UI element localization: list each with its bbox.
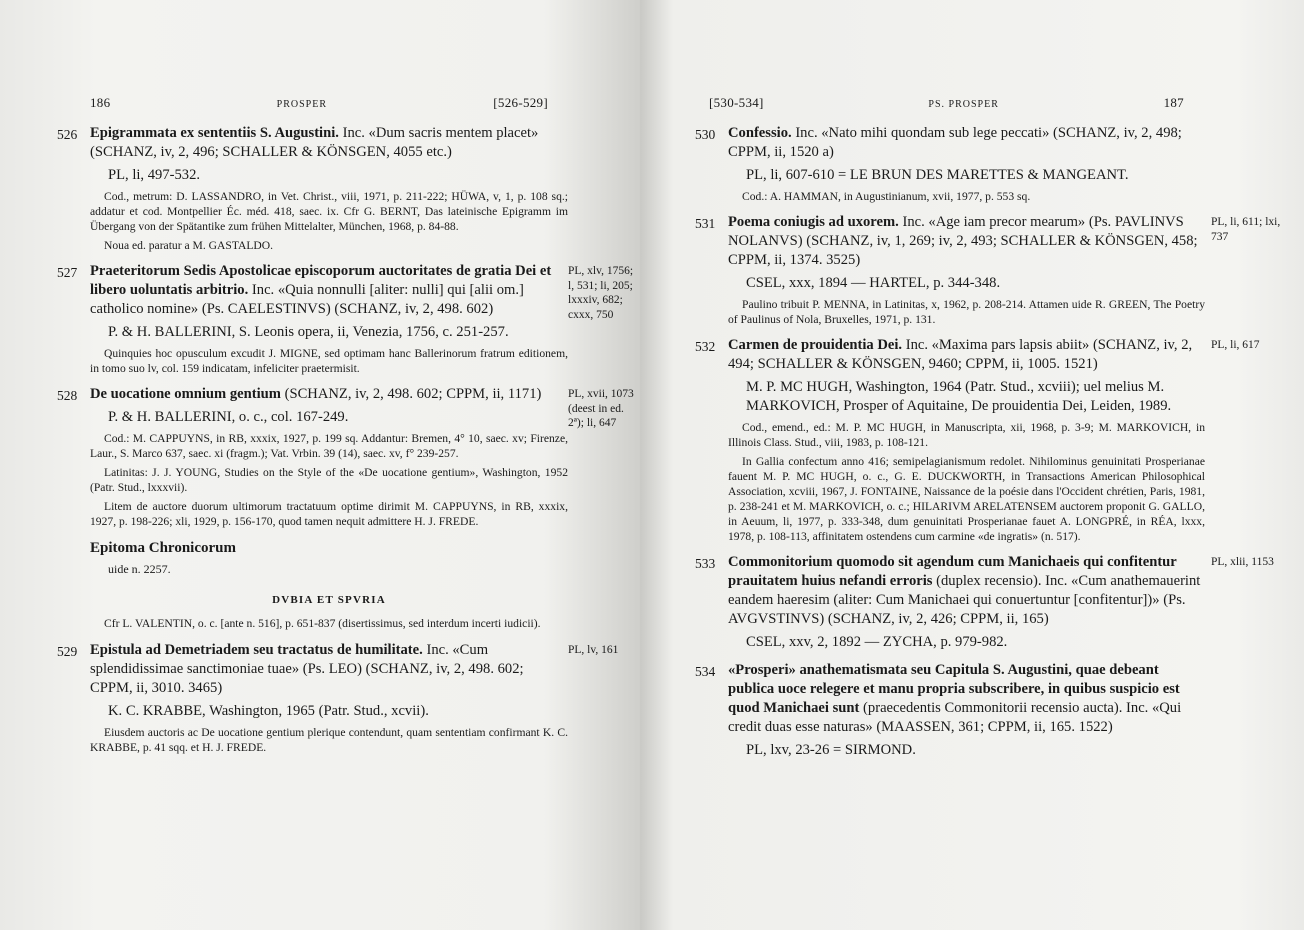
- entry-title: Commonitorium quomodo sit agendum cum Manichaeis qui confitentur prauitatem huius nefandi erroris: [728, 554, 1177, 589]
- entry-edition: CSEL, xxx, 1894 — HARTEL, p. 344-348.: [746, 275, 1001, 291]
- entry-title: Epistula ad Demetriadem seu tractatus de humilitate.: [90, 642, 423, 658]
- right-page-body: [695, 124, 1303, 769]
- margin-reference: PL, lv, 161: [568, 644, 619, 656]
- page-number: 186: [90, 95, 111, 110]
- entry-number: 526: [57, 127, 78, 142]
- entry-number: 531: [695, 216, 716, 231]
- entry-range: [526-529]: [493, 95, 548, 110]
- entry-530: [695, 124, 1205, 204]
- margin-reference: PL, xlv, 1756; l, 531; li, 205; lxxxiv, 682; cxxx, 750: [568, 265, 634, 321]
- running-head-right: [709, 95, 1184, 111]
- left-page-body: [57, 124, 639, 764]
- entry-528: [57, 385, 634, 529]
- entry-531: [695, 213, 1281, 327]
- entry-note: Noua ed. paratur a M. GASTALDO.: [104, 239, 274, 252]
- entry-text: (SCHANZ, iv, 2, 498. 602; CPPM, ii, 1171): [284, 386, 542, 402]
- entry-527: [57, 262, 634, 376]
- entry-text: Inc. «Dum sacris mentem placet» (SCHANZ, iv, 2, 496; SCHALLER & KÖNSGEN, 4055 etc.): [90, 125, 539, 160]
- entry-text: Inc. «Cum splendidissimae sanctimoniae tuae» (Ps. LEO) (SCHANZ, iv, 2, 498. 602; CPPM, ii, 3010. 3465): [90, 642, 524, 696]
- entry-title: Praeteritorum Sedis Apostolicae episcoporum auctoritates de gratia Dei et libero uoluntatis arbitrio.: [90, 263, 552, 298]
- entry-note: Litem de auctore duorum ultimorum tractatuum optime dirimit M. CAPPUYNS, in RB, xxxix, 1927, p. 198-226; xli, 1929, p. 156-170, quod tamen nequit admittere H. J. FREDE.: [90, 500, 568, 528]
- left-page: [0, 0, 640, 930]
- margin-reference: PL, xlii, 1153: [1211, 556, 1274, 568]
- entry-range: [530-534]: [709, 95, 764, 110]
- entry-edition: K. C. KRABBE, Washington, 1965 (Patr. Stud., xcvii).: [108, 703, 429, 719]
- entry-text: Inc. «Maxima pars lapsis abiit» (SCHANZ, iv, 2, 494; SCHALLER & KÖNSGEN, 9460; CPPM, ii, 1005. 1521): [728, 337, 1193, 372]
- entry-note: Quinquies hoc opusculum excudit J. MIGNE, sed optimam hanc Ballerinorum fratrum editionem, in tomo suo lv, col. 159 indicatam, infeliciter praetermisit.: [90, 347, 568, 375]
- entry-532: [695, 336, 1260, 544]
- running-title: PS. PROSPER: [928, 99, 999, 110]
- entry-number: 530: [695, 127, 716, 142]
- entry-edition: PL, li, 497-532.: [108, 167, 201, 183]
- entry-note: Eiusdem auctoris ac De uocatione gentium plerique contendunt, quam sententiam confirmant K. C. KRABBE, p. 41 sqq. et H. J. FREDE.: [90, 726, 568, 754]
- entry-text: (duplex recensio). Inc. «Cum anathemauerint eandem haeresim (aliter: Cum Manichaei qui conuertuntur [confitentur])» (Ps. AVGVSTINVS) (SCHANZ, iv, 2, 426; CPPM, ii, 165): [728, 573, 1201, 627]
- entry-number: 527: [57, 265, 78, 280]
- entry-526: [57, 124, 568, 253]
- entry-number: 534: [695, 664, 716, 679]
- entry-title: Confessio.: [728, 125, 792, 141]
- entry-text: (praecedentis Commonitorii recensio aucta). Inc. «Qui credit duas esse naturas» (MAASSEN, 361; CPPM, ii, 165. 1522): [728, 700, 1182, 735]
- entry-title: Carmen de prouidentia Dei.: [728, 337, 903, 353]
- entry-title: Epigrammata ex sententiis S. Augustini.: [90, 125, 339, 141]
- section-crossref: uide n. 2257.: [108, 562, 171, 576]
- entry-number: 532: [695, 339, 716, 354]
- entry-note: Latinitas: J. J. YOUNG, Studies on the Style of the «De uocatione gentium», Washington, 1952 (Patr. Stud., lxxxvii).: [90, 466, 568, 494]
- entry-title: De uocatione omnium gentium: [90, 386, 281, 402]
- page-number: 187: [1163, 95, 1184, 110]
- entry-number: 533: [695, 556, 716, 571]
- margin-reference: PL, li, 617: [1211, 339, 1260, 351]
- entry-edition: P. & H. BALLERINI, o. c., col. 167-249.: [108, 409, 349, 425]
- entry-text: Inc. «Quia nonnulli [aliter: nulli] qui [alii om.] catholico nomine» (Ps. CAELESTINVS) (SCHANZ, iv, 2, 498. 602): [90, 282, 524, 317]
- entry-number: 528: [57, 388, 78, 403]
- entry-text: Inc. «Nato mihi quondam sub lege peccati» (SCHANZ, iv, 2, 498; CPPM, ii, 1520 a): [728, 125, 1182, 160]
- running-head-left: [90, 95, 548, 111]
- entry-533: [695, 553, 1274, 652]
- entry-529: [57, 641, 619, 755]
- entry-note: Cod.: M. CAPPUYNS, in RB, xxxix, 1927, p. 199 sq. Addantur: Bremen, 4° 10, saec. xv; Firenze, Laur., S. Marco 637, saec. xi (fragm.); Vat. Vrbin. 39 (14), saec. xv, f° 239-257.: [90, 432, 568, 460]
- entry-note: Cod., emend., ed.: M. P. MC HUGH, in Manuscripta, xii, 1968, p. 3-9; M. MARKOVICH, in Illinois Class. Stud., viii, 1983, p. 108-121.: [728, 421, 1205, 449]
- entry-edition: M. P. MC HUGH, Washington, 1964 (Patr. Stud., xcviii); uel melius M. MARKOVICH, Prosper of Aquitaine, De prouidentia Dei, Leiden, 1989.: [746, 379, 1172, 414]
- dubia-heading: DVBIA ET SPVRIA: [272, 594, 386, 606]
- entry-note: In Gallia confectum anno 416; semipelagianismum redolet. Nihilominus genuinitati Prosperianae fauent M. P. MC HUGH, o. c., G. E. DUCKWORTH, in Transactions American Philosophical Association, xcviii, 1967, J. FONTAINE, Naissance de la poésie dans l'Occident chrétien, Paris, 1981, p. 238-241 et M. MARKOVICH, o. c.; HILARIVM ARELATENSEM auctorem proponit G. GALLO, in Aeuum, li, 1977, p. 333-348, dum genuinitati Prosperianae fauet A. LONGPRÉ, in RÉA, lxxx, 1978, p. 108-113, affinitatem ostendens cum carmine «de ingratis» (n. 517).: [728, 455, 1205, 543]
- entry-number: 529: [57, 644, 78, 659]
- entry-text: Inc. «Age iam precor mearum» (Ps. PAVLINVS NOLANVS) (SCHANZ, iv, 1, 269; iv, 2, 493; SCHALLER & KÖNSGEN, 458; CPPM, ii, 1374. 3525): [728, 214, 1198, 268]
- entry-title: «Prosperi» anathematismata seu Capitula S. Augustini, quae debeant publica uoce relegere et manu propria subscribere, in quibus suspicio est quod Manichaei sunt: [728, 662, 1180, 716]
- right-page: [640, 0, 1304, 930]
- entry-edition: CSEL, xxv, 2, 1892 — ZYCHA, p. 979-982.: [746, 634, 1008, 650]
- running-title: PROSPER: [276, 99, 328, 110]
- entry-edition: PL, lxv, 23-26 = SIRMOND.: [746, 742, 916, 758]
- entry-note: Cod., metrum: D. LASSANDRO, in Vet. Christ., viii, 1971, p. 211-222; HÜWA, v, 1, p. 108 sq.; addatur et cod. Montpellier Éc. méd. 418, saec. ix. Cfr G. BERNT, Das lateinische Epigramm im Übergang von der Spätantike zum frühen Mittelalter, München, 1968, p. 84-88.: [90, 190, 568, 233]
- margin-reference: PL, xvii, 1073 (deest in ed. 2ª); li, 647: [568, 388, 634, 429]
- entry-note: Paulino tribuit P. MENNA, in Latinitas, x, 1962, p. 208-214. Attamen uide R. GREEN, The Poetry of Paulinus of Nola, Bruxelles, 1971, p. 131.: [728, 298, 1205, 326]
- entry-534: [695, 661, 1205, 760]
- entry-edition: PL, li, 607-610 = LE BRUN DES MARETTES & MANGEANT.: [746, 167, 1129, 183]
- dubia-text: Cfr L. VALENTIN, o. c. [ante n. 516], p. 651-837 (disertissimus, sed interdum incerti iudicii).: [104, 617, 541, 630]
- entry-note: Cod.: A. HAMMAN, in Augustinianum, xvii, 1977, p. 553 sq.: [742, 190, 1031, 203]
- entry-edition: P. & H. BALLERINI, S. Leonis opera, ii, Venezia, 1756, c. 251-257.: [108, 324, 509, 340]
- entry-title: Poema coniugis ad uxorem.: [728, 214, 899, 230]
- section-title: Epitoma Chronicorum: [90, 540, 236, 556]
- margin-reference: PL, li, 611; lxi, 737: [1211, 216, 1281, 243]
